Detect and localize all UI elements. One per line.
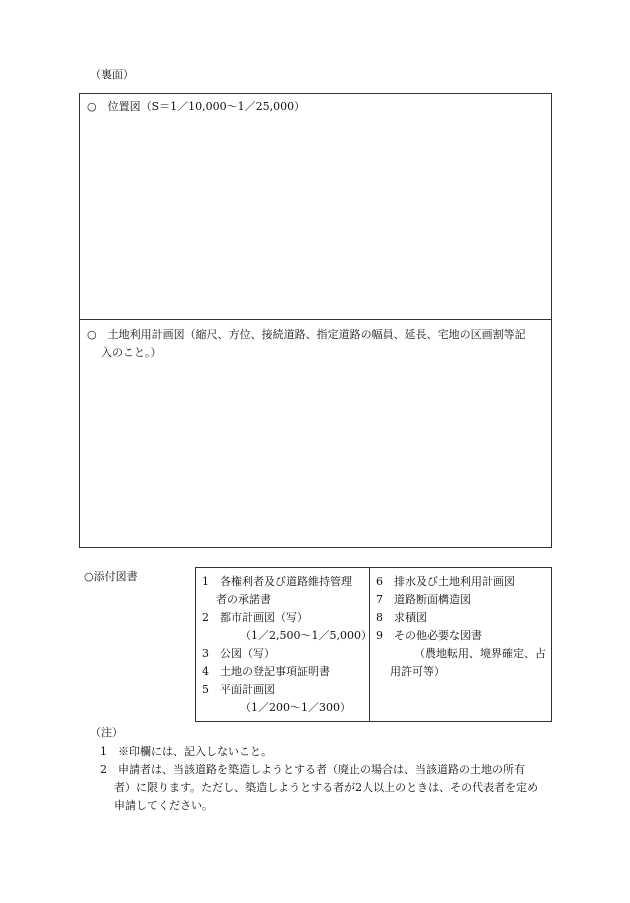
note-item-2-line2: 者）に限ります。ただし、築造しようとする者が2人以上のときは、その代表者を定め xyxy=(114,781,539,794)
attachment-item: （農地転用、境界確定、占 xyxy=(414,647,546,660)
attachments-right-column xyxy=(376,573,546,681)
attachment-item: 6 排水及び土地利用計画図 xyxy=(376,575,515,588)
attachment-item: 1 各権利者及び道路維持管理 xyxy=(202,575,352,588)
attachment-item: 2 都市計画図（写） xyxy=(202,611,308,624)
land-use-plan-box xyxy=(79,319,552,548)
page-side-label: （裏面） xyxy=(90,68,134,81)
notes-label: （注） xyxy=(90,726,123,739)
location-map-title: ○ 位置図（S＝1／10,000〜1／25,000） xyxy=(87,100,306,113)
attachments-label: ○添付図書 xyxy=(84,570,138,583)
land-use-plan-title xyxy=(87,326,526,362)
note-item-2-line1: 2 申請者は、当該道路を築造しようとする者（廃止の場合は、当該道路の土地の所有 xyxy=(100,763,525,776)
attachment-item: （1／200〜1／300） xyxy=(240,701,351,714)
attachments-table xyxy=(195,567,552,722)
attachment-item: 8 求積図 xyxy=(376,611,427,624)
attachment-item: （1／2,500〜1／5,000） xyxy=(240,629,372,642)
attachments-left-column xyxy=(202,573,372,717)
location-map-box xyxy=(79,93,552,320)
note-item-2-line3: 申請してください。 xyxy=(114,799,213,812)
attachment-item: 用許可等） xyxy=(390,665,445,678)
attachment-item: 7 道路断面構造図 xyxy=(376,593,471,606)
land-use-plan-title-line1: ○ 土地利用計画図（縮尺、方位、接続道路、指定道路の幅員、延長、宅地の区画割等記 xyxy=(87,328,526,341)
attachment-item: 5 平面計画図 xyxy=(202,683,275,696)
notes-list xyxy=(100,743,538,815)
land-use-plan-title-line2: 入のこと。） xyxy=(101,346,162,359)
attachment-item: 4 土地の登記事項証明書 xyxy=(202,665,330,678)
attachment-item: 者の承諾書 xyxy=(216,593,271,606)
attachment-item: 3 公図（写） xyxy=(202,647,275,660)
note-item-1: 1 ※印欄には、記入しないこと。 xyxy=(100,745,272,758)
attachment-item: 9 その他必要な図書 xyxy=(376,629,482,642)
